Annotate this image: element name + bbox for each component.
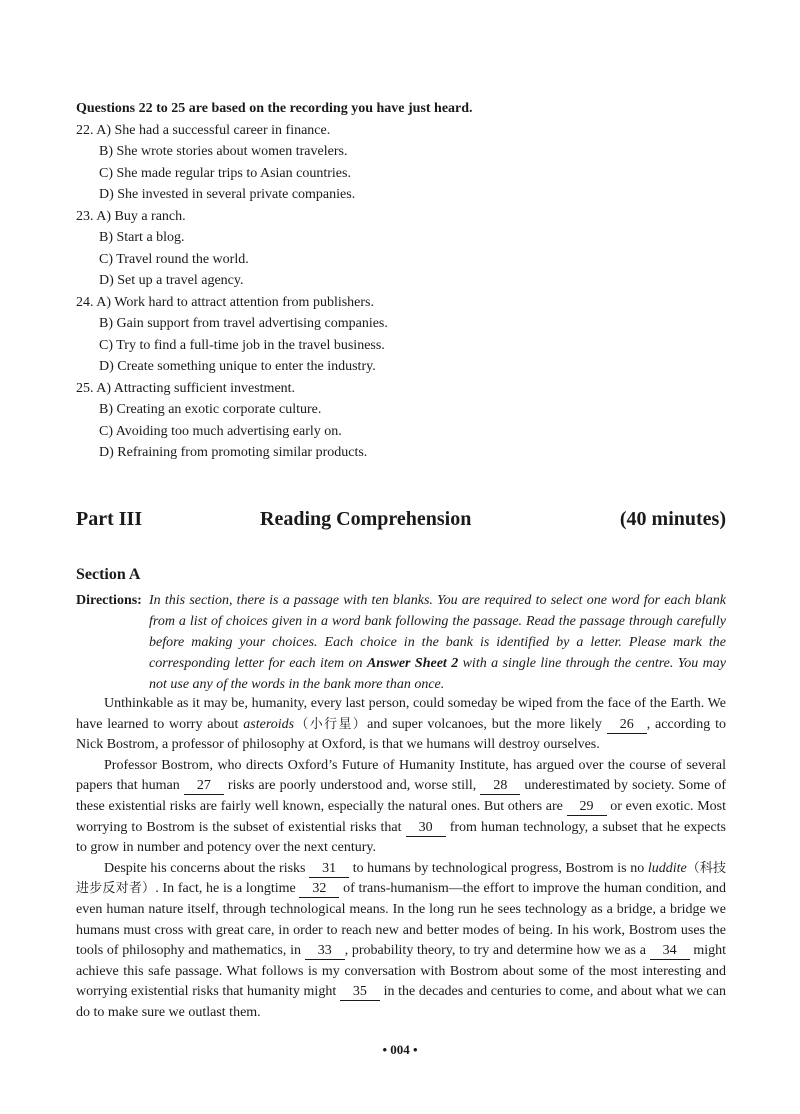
blank-26[interactable]: 26 [607,717,647,734]
option-d: D) Create something unique to enter the industry. [99,359,376,374]
luddite-term: luddite [647,860,687,876]
reading-passage [76,694,726,1024]
question-number: 24. [76,294,94,310]
option-d: D) Refraining from promoting similar products. [99,445,368,460]
asteroids-term: asteroids [243,716,295,732]
chinese-gloss: （小行星） [294,716,368,732]
section-title: Section A [76,566,141,583]
page-number: • 004 • [382,1042,418,1057]
option-c: C) Try to find a full-time job in the travel business. [99,337,385,353]
option-c: C) Travel round the world. [99,251,249,267]
chinese-gloss: （科技进步反对者） [76,860,726,897]
part-title: Reading Comprehension [260,508,472,530]
blank-28[interactable]: 28 [480,778,520,795]
question-22 [76,120,726,206]
option-a: A) Attracting sufficient investment. [96,380,296,396]
blank-29[interactable]: 29 [567,799,607,816]
directions-label: Directions: [76,593,142,608]
option-b: B) Start a blog. [99,230,185,245]
blank-31[interactable]: 31 [309,861,349,878]
question-24 [76,292,726,378]
blank-30[interactable]: 30 [406,820,446,837]
directions-text: In this section, there is a passage with ten blanks. You are required to select one word for each blank from a list of choices given in a word bank following the passage. Read the passage through carefully before making your choices. Each choice in the bank is identified by a letter. Please mark the corresponding letter for each item on Answer Sheet 2 with a single line through the centre. You may not use any of the words in the bank more than once. [149,593,727,692]
listening-questions [76,98,726,464]
option-a: A) She had a successful career in finance. [96,122,331,138]
paragraph-2: Professor Bostrom, who directs Oxford’s Future of Humanity Institute, has argued over the course of several papers that human 27 risks are poorly understood and, worse still, 28 underestimated by society. Some of these existential risks are fairly well known, especially the natural ones. But others are 29 or even exotic. Most worrying to Bostrom is the subset of existential risks that 30 from human technology, a subset that he expects to grow in number and potency over the next century. [76,757,727,856]
option-c: C) She made regular trips to Asian countries. [99,165,351,181]
part-label: Part III [76,508,143,530]
blank-33[interactable]: 33 [305,943,345,960]
blank-35[interactable]: 35 [340,984,380,1001]
blank-27[interactable]: 27 [184,778,224,795]
directions [76,590,726,695]
option-a: A) Buy a ranch. [96,208,186,224]
option-d: D) Set up a travel agency. [99,273,244,288]
question-25 [76,378,726,464]
option-c: C) Avoiding too much advertising early on. [99,423,342,439]
option-b: B) Gain support from travel advertising companies. [99,316,388,331]
blank-32[interactable]: 32 [299,881,339,898]
part-heading [76,508,726,531]
option-b: B) She wrote stories about women travelers. [99,144,348,159]
questions-header: Questions 22 to 25 are based on the recording you have just heard. [76,101,473,116]
answer-sheet-ref: Answer Sheet 2 [366,656,459,671]
question-23 [76,206,726,292]
paragraph-3: Despite his concerns about the risks 31 to humans by technological progress, Bostrom is no luddite（科技进步反对者）. In fact, he is a longtime 32 of trans-humanism—the effort to improve the human condition, and even human nature itself, through technological means. In the long run he sees technology as a bridge, a bridge we humans must cross with great care, in order to reach new and better modes of being. In his work, Bostrom uses the tools of philosophy and mathematics, in 33 , probability theory, to try and determine how we as a 34 might achieve this safe passage. What follows is my conversation with Bostrom about some of the most interesting and worrying existential risks that humanity might 35 in the decades and centuries to come, and about what we can do to make sure we outlast them. [76,860,726,1020]
question-number: 25. [76,380,94,396]
option-d: D) She invested in several private companies. [99,187,356,202]
question-number: 22. [76,122,94,138]
option-b: B) Creating an exotic corporate culture. [99,402,322,417]
question-number: 23. [76,208,94,224]
option-a: A) Work hard to attract attention from publishers. [96,294,374,310]
paragraph-1: Unthinkable as it may be, humanity, every last person, could someday be wiped from the face of the Earth. We have learned to worry about asteroids（小行星）and super volcanoes, but the more likely 26 , according to Nick Bostrom, a professor of philosophy at Oxford, is that we humans will destroy ourselves. [76,696,726,753]
part-time: (40 minutes) [619,508,726,530]
blank-34[interactable]: 34 [650,943,690,960]
